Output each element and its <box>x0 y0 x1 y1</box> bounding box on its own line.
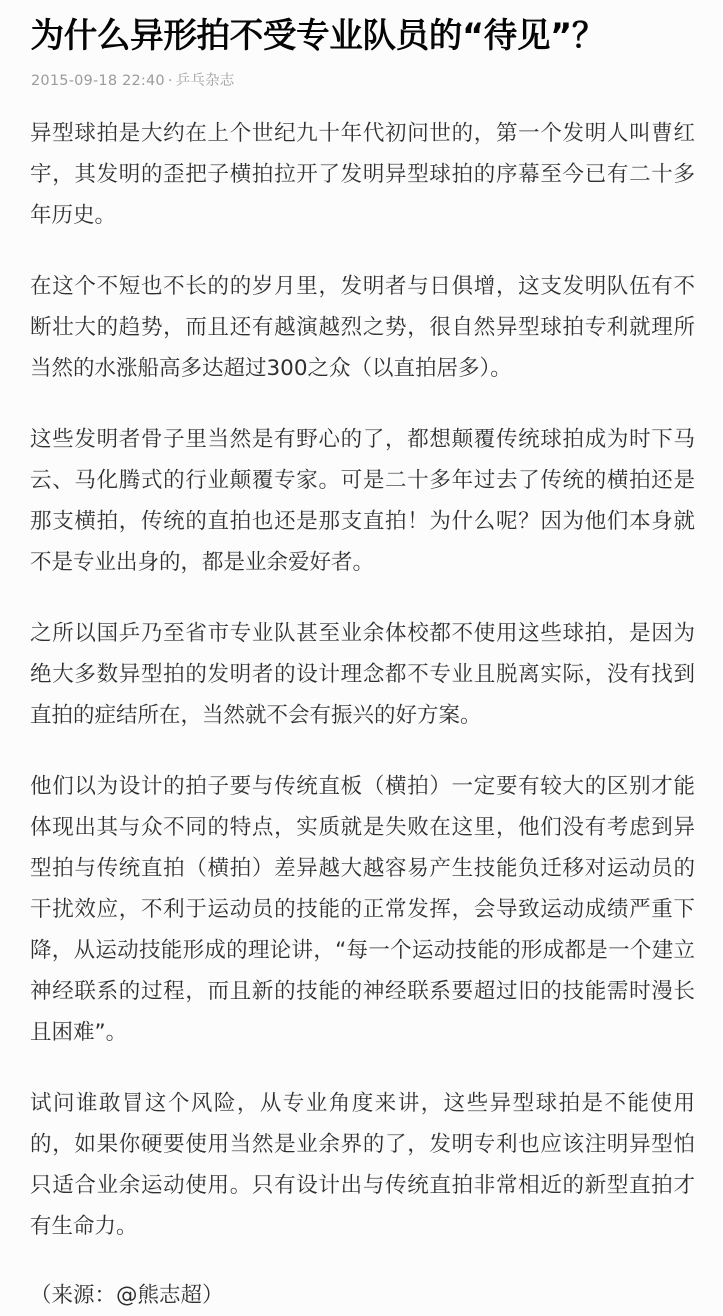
publisher-name[interactable]: 乒乓杂志 <box>175 73 235 89</box>
article-source: （来源：@熊志超） <box>30 1283 224 1308</box>
article-paragraph: 之所以国乒乃至省市专业队甚至业余体校都不使用这些球拍，是因为绝大多数异型拍的发明者的设计理念都不专业且脱离实际，没有找到直拍的症结所在，当然就不会有振兴的好方案。 <box>30 621 695 728</box>
meta-separator: · <box>167 73 173 89</box>
article-meta <box>0 58 723 91</box>
article-body <box>0 91 723 1316</box>
article-paragraph: 这些发明者骨子里当然是有野心的了，都想颠覆传统球拍成为时下马云、马化腾式的行业颠覆专家。可是二十多年过去了传统的横拍还是那支横拍，传统的直拍也还是那支直拍！为什么呢？因为他们本身就不是专业出身的，都是业余爱好者。 <box>30 427 695 575</box>
article-paragraph: 他们以为设计的拍子要与传统直板（横拍）一定要有较大的区别才能体现出其与众不同的特点，实质就是失败在这里，他们没有考虑到异型拍与传统直拍（横拍）差异越大越容易产生技能负迁移对运动员的干扰效应，不利于运动员的技能的正常发挥，会导致运动成绩严重下降，从运动技能形成的理论讲，“每一个运动技能的形成都是一个建立神经联系的过程，而且新的技能的神经联系要超过旧的技能需时漫长且困难”。 <box>30 774 695 1045</box>
article-paragraph: 试问谁敢冒这个风险，从专业角度来讲，这些异型球拍是不能使用的，如果你硬要使用当然是业余界的了，发明专利也应该注明异型怕只适合业余运动使用。只有设计出与传统直拍非常相近的新型直拍才有生命力。 <box>30 1091 695 1239</box>
article-paragraph: 异型球拍是大约在上个世纪九十年代初问世的，第一个发明人叫曹红宇，其发明的歪把子横拍拉开了发明异型球拍的序幕至今已有二十多年历史。 <box>30 121 695 228</box>
article-paragraph: 在这个不短也不长的的岁月里，发明者与日俱增，这支发明队伍有不断壮大的趋势，而且还有越演越烈之势，很自然异型球拍专利就理所当然的水涨船高多达超过300之众（以直拍居多）。 <box>30 274 695 381</box>
page-title: 为什么异形拍不受专业队员的“待见”？ <box>30 16 606 56</box>
publish-datetime: 2015-09-18 22:40 <box>31 73 165 89</box>
